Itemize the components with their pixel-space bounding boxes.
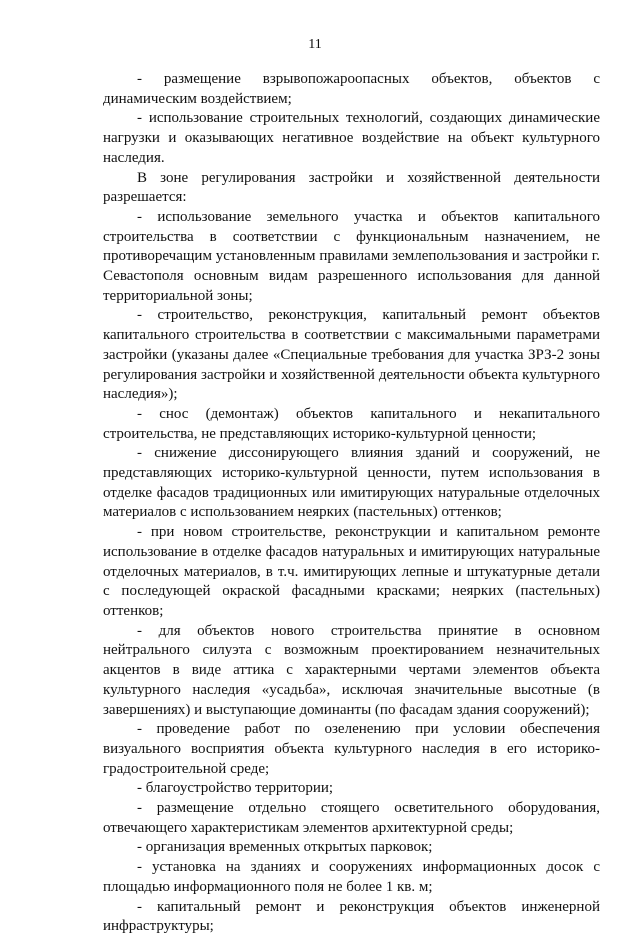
paragraph-silhouette: - для объектов нового строительства принятие в основном нейтрального силуэта с возможным проектированием незначительных акцентов в виде аттика с характерными чертами элементов объекта культурного наследия «усадьба», исключая значительные высотные (в завершениях) и выступающие доминанты (по фасадам здания сооружений);: [103, 622, 600, 718]
paragraph-demolition: - снос (демонтаж) объектов капитального и некапитального строительства, не представляющих историко-культурной ценности;: [103, 405, 600, 442]
page-number: 11: [308, 37, 322, 52]
paragraph-prohibition-explosive: - размещение взрывопожароопасных объектов, объектов с динамическим воздействием;: [103, 71, 600, 107]
document-body: [103, 70, 600, 937]
paragraph-prohibition-dynamic-loads: - использование строительных технологий, создающих динамические нагрузки и оказывающих негативное воздействие на объект культурного наследия.: [103, 110, 600, 166]
paragraph-lighting: - размещение отдельно стоящего осветительного оборудования, отвечающего характеристикам элементов архитектурной среды;: [103, 800, 600, 836]
paragraph-dissonance-reduction: - снижение диссонирующего влияния зданий и сооружений, не представляющих историко-культурной ценности, путем использования в отделке фасадов традиционных или имитирующих натуральные отделочных материалов с использованием неярких (пастельных) оттенков;: [103, 445, 600, 521]
paragraph-improvement: - благоустройство территории;: [137, 780, 334, 797]
paragraph-land-use: - использование земельного участка и объектов капитального строительства в соответствии с функциональным назначением, не противоречащим установленным правилами землепользования и застройки г. Севастополя основным видам разрешенного использования для данной территориальной зоны;: [103, 208, 600, 304]
paragraph-facade-materials: - при новом строительстве, реконструкции и капитальном ремонте использование в отделке фасадов натуральных и имитирующих натуральные отделочных материалов, в т.ч. имитирующих лепные и штукатурные детали с последующей окраской фасадными красками; неярких (пастельных) оттенков;: [103, 524, 600, 619]
paragraph-infrastructure: - капитальный ремонт и реконструкция объектов инженерной инфраструктуры;: [103, 898, 600, 935]
paragraph-parking: - организация временных открытых парковок;: [137, 839, 433, 856]
paragraph-info-boards: - установка на зданиях и сооружениях информационных досок с площадью информационного поля не более 1 кв. м;: [103, 859, 600, 895]
paragraph-landscaping: - проведение работ по озеленению при условии обеспечения визуального восприятия объекта культурного наследия в его историко-градостроительной среде;: [103, 721, 600, 777]
paragraph-zone-intro: В зоне регулирования застройки и хозяйственной деятельности разрешается:: [103, 169, 600, 206]
paragraph-construction: - строительство, реконструкция, капитальный ремонт объектов капитального строительства в соответствии с максимальными параметрами застройки (указаны далее «Специальные требования для участка ЗРЗ-2 зоны регулирования застройки и хозяйственной деятельности объекта культурного наследия»);: [103, 307, 600, 403]
